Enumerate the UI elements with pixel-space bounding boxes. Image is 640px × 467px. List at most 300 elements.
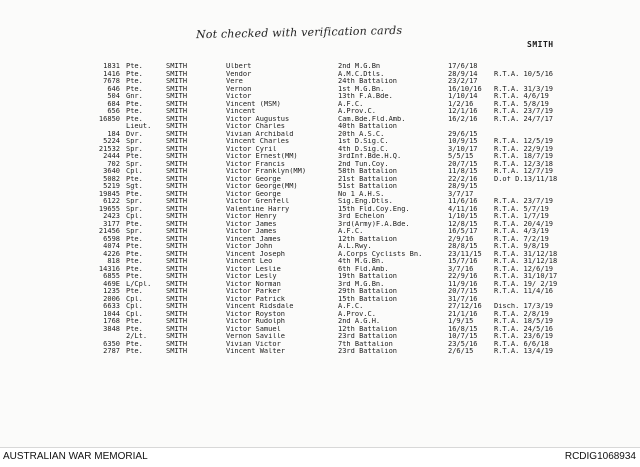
surname-cell: SMITH bbox=[166, 198, 188, 205]
given-names-cell: Victor Rudolph bbox=[226, 318, 286, 325]
enlistment-date-cell: 23/5/16 bbox=[448, 340, 478, 348]
return-status-cell bbox=[494, 123, 564, 131]
rank-cell: Spr. bbox=[126, 138, 143, 145]
table-row bbox=[74, 288, 564, 296]
table-row bbox=[74, 78, 564, 86]
nominal-roll-table bbox=[74, 63, 564, 356]
rank-cell: 2/Lt. bbox=[126, 333, 148, 340]
rank-cell: Spr. bbox=[126, 228, 143, 235]
service-number-cell: 184 bbox=[107, 130, 120, 138]
surname-cell: SMITH bbox=[166, 250, 188, 258]
unit-cell: 23rd Battalion bbox=[338, 333, 398, 340]
given-names-cell: Victor Grenfell bbox=[226, 198, 290, 205]
rank-cell: Cpl. bbox=[126, 303, 143, 310]
enlistment-date-cell: 12/1/16 bbox=[448, 108, 478, 115]
unit-cell: 19th Battalion bbox=[338, 273, 398, 280]
given-names-cell: Ulbert bbox=[226, 63, 252, 70]
rank-cell: Gnr. bbox=[126, 93, 143, 100]
service-number-cell: 6855 bbox=[103, 273, 120, 280]
service-number-cell: 646 bbox=[107, 85, 120, 93]
enlistment-date-cell: 4/11/16 bbox=[448, 205, 478, 213]
rank-cell: Dvr. bbox=[126, 130, 143, 138]
service-number-cell: 4074 bbox=[103, 243, 120, 250]
unit-cell: 4th M.G.Bn. bbox=[338, 258, 385, 265]
handwritten-note: Not checked with verification cards bbox=[195, 23, 403, 42]
table-row bbox=[74, 296, 564, 304]
surname-cell: SMITH bbox=[166, 295, 188, 303]
rank-cell: Pte. bbox=[126, 318, 143, 325]
return-status-cell bbox=[494, 183, 564, 191]
return-status-cell: R.T.A. 13/4/19 bbox=[494, 348, 554, 355]
return-status-cell: R.T.A. 5/7/19 bbox=[494, 205, 549, 213]
surname-cell: SMITH bbox=[166, 78, 188, 85]
rank-cell: Pte. bbox=[126, 115, 143, 123]
rank-cell: Pte. bbox=[126, 220, 143, 228]
unit-cell: 23rd Battalion bbox=[338, 348, 398, 355]
surname-cell: SMITH bbox=[166, 235, 188, 243]
surname-cell: SMITH bbox=[166, 70, 188, 78]
enlistment-date-cell: 15/7/16 bbox=[448, 258, 478, 265]
enlistment-date-cell: 11/9/16 bbox=[448, 280, 478, 288]
given-names-cell: Victor bbox=[226, 93, 252, 100]
given-names-cell: Vincent Walter bbox=[226, 348, 286, 355]
return-status-cell: R.T.A. 23/7/19 bbox=[494, 108, 554, 115]
enlistment-date-cell: 3/7/17 bbox=[448, 190, 474, 198]
rank-cell: Pte. bbox=[126, 85, 143, 93]
service-number-cell: 2787 bbox=[103, 348, 120, 355]
surname-cell: SMITH bbox=[166, 85, 188, 93]
service-number-cell: 3848 bbox=[103, 325, 120, 333]
service-number-cell: 6122 bbox=[103, 198, 120, 205]
table-row bbox=[74, 146, 564, 154]
surname-cell: SMITH bbox=[166, 108, 188, 115]
rank-cell: Pte. bbox=[126, 70, 143, 78]
surname-cell: SMITH bbox=[166, 288, 188, 295]
service-number-cell bbox=[74, 333, 126, 341]
table-row bbox=[74, 176, 564, 184]
surname-cell: SMITH bbox=[166, 228, 188, 235]
enlistment-date-cell: 11/6/16 bbox=[448, 198, 478, 205]
return-status-cell: R.T.A. 20/4/19 bbox=[494, 220, 554, 228]
enlistment-date-cell bbox=[448, 123, 494, 131]
return-status-cell: R.T.A. 2/8/19 bbox=[494, 310, 549, 318]
given-names-cell: Victor George bbox=[226, 190, 281, 198]
service-number-cell: 21532 bbox=[98, 145, 120, 153]
given-names-cell: Victor Cyril bbox=[226, 145, 277, 153]
enlistment-date-cell: 12/8/15 bbox=[448, 220, 478, 228]
surname-heading: SMITH bbox=[527, 40, 554, 49]
return-status-cell: R.T.A. 19/ 2/19 bbox=[494, 280, 558, 288]
return-status-cell: R.T.A. 10/5/16 bbox=[494, 70, 554, 78]
surname-cell: SMITH bbox=[166, 183, 188, 190]
rank-cell: Pte. bbox=[126, 153, 143, 160]
enlistment-date-cell: 28/9/14 bbox=[448, 70, 478, 78]
return-status-cell: R.T.A. 31/10/17 bbox=[494, 273, 558, 280]
given-names-cell: Victor Franklyn(MM) bbox=[226, 168, 307, 175]
table-row bbox=[74, 273, 564, 281]
enlistment-date-cell: 28/8/15 bbox=[448, 243, 478, 250]
rank-cell: Pte. bbox=[126, 288, 143, 295]
surname-cell: SMITH bbox=[166, 280, 188, 288]
table-row bbox=[74, 258, 564, 266]
enlistment-date-cell: 16/10/16 bbox=[448, 85, 482, 93]
surname-cell: SMITH bbox=[166, 273, 188, 280]
return-status-cell: R.T.A. 9/8/19 bbox=[494, 243, 549, 250]
given-names-cell: Victor Parker bbox=[226, 288, 281, 295]
service-number-cell: 14316 bbox=[98, 265, 120, 273]
unit-cell: 51st Battalion bbox=[338, 183, 398, 190]
given-names-cell: Vincent Ridsdale bbox=[226, 303, 294, 310]
enlistment-date-cell: 20/7/15 bbox=[448, 160, 478, 168]
rank-cell: Cpl. bbox=[126, 168, 143, 175]
rank-cell: Pte. bbox=[126, 100, 143, 108]
rank-cell: Pte. bbox=[126, 258, 143, 265]
return-status-cell: R.T.A. 5/8/19 bbox=[494, 100, 549, 108]
given-names-cell: Vivian Victor bbox=[226, 340, 281, 348]
return-status-cell: R.T.A. 6/6/18 bbox=[494, 340, 549, 348]
service-number-cell: 3177 bbox=[103, 220, 120, 228]
service-number-cell: 7678 bbox=[103, 78, 120, 85]
given-names-cell: Victor Samuel bbox=[226, 325, 281, 333]
return-status-cell: R.T.A. 31/12/18 bbox=[494, 250, 558, 258]
unit-cell: 20th A.S.C. bbox=[338, 130, 385, 138]
unit-cell: Sig.Eng.Dtls. bbox=[338, 198, 393, 205]
table-row bbox=[74, 221, 564, 229]
surname-cell: SMITH bbox=[166, 175, 188, 183]
surname-cell: SMITH bbox=[166, 310, 188, 318]
rank-cell: Spr. bbox=[126, 160, 143, 168]
enlistment-date-cell: 22/2/16 bbox=[448, 175, 478, 183]
given-names-cell: Vincent bbox=[226, 108, 256, 115]
rank-cell: Spr. bbox=[126, 198, 143, 205]
unit-cell: 12th Battalion bbox=[338, 235, 398, 243]
given-names-cell: Victor George bbox=[226, 175, 281, 183]
enlistment-date-cell: 10/7/15 bbox=[448, 333, 478, 340]
return-status-cell bbox=[494, 78, 564, 86]
table-row bbox=[74, 318, 564, 326]
given-names-cell: Valentine Harry bbox=[226, 205, 290, 213]
given-names-cell: Victor Lesly bbox=[226, 273, 277, 280]
unit-cell: 1st D.Sig.C. bbox=[338, 138, 389, 145]
enlistment-date-cell: 1/10/14 bbox=[448, 93, 478, 100]
enlistment-date-cell: 21/1/16 bbox=[448, 310, 478, 318]
return-status-cell: R.T.A. 22/9/19 bbox=[494, 145, 554, 153]
service-number-cell: 656 bbox=[107, 108, 120, 115]
rank-cell: Pte. bbox=[126, 325, 143, 333]
rank-cell: Pte. bbox=[126, 190, 143, 198]
table-row bbox=[74, 206, 564, 214]
surname-cell: SMITH bbox=[166, 160, 188, 168]
enlistment-date-cell: 10/9/15 bbox=[448, 138, 478, 145]
service-number-cell: 19845 bbox=[98, 190, 120, 198]
return-status-cell: R.T.A. 12/7/19 bbox=[494, 168, 554, 175]
service-number-cell: 16850 bbox=[98, 115, 120, 123]
return-status-cell: R.T.A. 12/6/19 bbox=[494, 265, 554, 273]
given-names-cell: Vendor bbox=[226, 70, 252, 78]
service-number-cell: 4226 bbox=[103, 250, 120, 258]
given-names-cell: Victor Charles bbox=[226, 123, 286, 130]
unit-cell: A.Prov.C. bbox=[338, 310, 376, 318]
surname-cell: SMITH bbox=[166, 115, 188, 123]
table-row bbox=[74, 138, 564, 146]
rank-cell: Pte. bbox=[126, 265, 143, 273]
unit-cell: 3rd Echelon bbox=[338, 213, 385, 220]
enlistment-date-cell: 3/7/16 bbox=[448, 265, 474, 273]
return-status-cell: D.of D.13/11/18 bbox=[494, 175, 558, 183]
return-status-cell: R.T.A. 11/4/16 bbox=[494, 288, 554, 295]
given-names-cell: Victor Ernest(MM) bbox=[226, 153, 298, 160]
table-row bbox=[74, 266, 564, 274]
unit-cell: No 1 A.H.S. bbox=[338, 190, 385, 198]
surname-cell: SMITH bbox=[166, 325, 188, 333]
unit-cell: Cam.Bde.Fld.Amb. bbox=[338, 115, 406, 123]
surname-cell: SMITH bbox=[166, 93, 188, 100]
service-number-cell: 2444 bbox=[103, 153, 120, 160]
unit-cell: A.F.C. bbox=[338, 303, 364, 310]
enlistment-date-cell: 3/10/17 bbox=[448, 145, 478, 153]
given-names-cell: Victor John bbox=[226, 243, 273, 250]
surname-cell: SMITH bbox=[166, 258, 188, 265]
unit-cell: 15th Battalion bbox=[338, 295, 398, 303]
given-names-cell: Vernon Saville bbox=[226, 333, 286, 340]
service-number-cell: 21456 bbox=[98, 228, 120, 235]
rank-cell: Pte. bbox=[126, 340, 143, 348]
return-status-cell: R.T.A. 23/7/19 bbox=[494, 198, 554, 205]
surname-cell: SMITH bbox=[166, 123, 188, 130]
return-status-cell: R.T.A. 31/12/18 bbox=[494, 258, 558, 265]
service-number-cell: 1831 bbox=[103, 63, 120, 70]
enlistment-date-cell: 2/9/16 bbox=[448, 235, 474, 243]
table-row bbox=[74, 213, 564, 221]
table-row bbox=[74, 348, 564, 356]
enlistment-date-cell: 5/5/15 bbox=[448, 153, 474, 160]
unit-cell: 15th Fld.Coy.Eng. bbox=[338, 205, 410, 213]
given-names-cell: Vincent (MSM) bbox=[226, 100, 281, 108]
rank-cell: Spr. bbox=[126, 205, 143, 213]
return-status-cell: R.T.A. 24/7/17 bbox=[494, 115, 554, 123]
service-number-cell: 1044 bbox=[103, 310, 120, 318]
return-status-cell: Disch. 17/3/19 bbox=[494, 303, 554, 310]
service-number-cell: 818 bbox=[107, 258, 120, 265]
surname-cell: SMITH bbox=[166, 145, 188, 153]
enlistment-date-cell: 16/2/16 bbox=[448, 115, 478, 123]
unit-cell: A.L.Rwy. bbox=[338, 243, 372, 250]
surname-cell: SMITH bbox=[166, 130, 188, 138]
given-names-cell: Victor James bbox=[226, 220, 277, 228]
rank-cell: Spr. bbox=[126, 145, 143, 153]
service-number-cell: 3640 bbox=[103, 168, 120, 175]
given-names-cell: Victor George(MM) bbox=[226, 183, 298, 190]
enlistment-date-cell: 17/6/18 bbox=[448, 63, 478, 70]
rank-cell: Pte. bbox=[126, 175, 143, 183]
unit-cell: 3rd(Army)F.A.Bde. bbox=[338, 220, 410, 228]
enlistment-date-cell: 29/6/15 bbox=[448, 130, 478, 138]
unit-cell: 2nd M.G.Bn bbox=[338, 63, 381, 70]
service-number-cell: 5082 bbox=[103, 175, 120, 183]
table-row bbox=[74, 168, 564, 176]
table-row bbox=[74, 123, 564, 131]
unit-cell: 40th Battalion bbox=[338, 123, 398, 130]
unit-cell: 2nd A.G.H. bbox=[338, 318, 381, 325]
service-number-cell: 19655 bbox=[98, 205, 120, 213]
rank-cell: L/Cpl. bbox=[126, 280, 152, 288]
return-status-cell: R.T.A. 18/5/19 bbox=[494, 318, 554, 325]
return-status-cell bbox=[494, 296, 564, 304]
table-row bbox=[74, 93, 564, 101]
return-status-cell: R.T.A. 31/3/19 bbox=[494, 85, 554, 93]
return-status-cell bbox=[494, 131, 564, 139]
rank-cell: Pte. bbox=[126, 250, 143, 258]
service-number-cell: 1235 bbox=[103, 288, 120, 295]
table-row bbox=[74, 236, 564, 244]
unit-cell: 2nd Tun.Coy. bbox=[338, 160, 389, 168]
unit-cell: 24th Battalion bbox=[338, 78, 398, 85]
surname-cell: SMITH bbox=[166, 318, 188, 325]
return-status-cell bbox=[494, 191, 564, 199]
service-number-cell: 6350 bbox=[103, 340, 120, 348]
given-names-cell: Vincent James bbox=[226, 235, 281, 243]
enlistment-date-cell: 20/7/15 bbox=[448, 288, 478, 295]
table-row bbox=[74, 108, 564, 116]
service-number-cell: 2423 bbox=[103, 213, 120, 220]
rank-cell: Cpl. bbox=[126, 295, 143, 303]
return-status-cell: R.T.A. 12/3/18 bbox=[494, 160, 554, 168]
enlistment-date-cell: 16/8/15 bbox=[448, 325, 478, 333]
roll-body bbox=[74, 63, 564, 356]
table-row bbox=[74, 191, 564, 199]
surname-cell: SMITH bbox=[166, 205, 188, 213]
rank-cell: Cpl. bbox=[126, 213, 143, 220]
table-row bbox=[74, 333, 564, 341]
table-row bbox=[74, 341, 564, 349]
enlistment-date-cell: 31/7/16 bbox=[448, 295, 478, 303]
table-row bbox=[74, 71, 564, 79]
return-status-cell bbox=[494, 63, 564, 71]
unit-cell: 29th Battalion bbox=[338, 288, 398, 295]
given-names-cell: Victor Norman bbox=[226, 280, 281, 288]
rank-cell: Pte. bbox=[126, 348, 143, 355]
unit-cell: 3rd M.G.Bn. bbox=[338, 280, 385, 288]
enlistment-date-cell: 16/5/17 bbox=[448, 228, 478, 235]
surname-cell: SMITH bbox=[166, 138, 188, 145]
unit-cell: 3rdInf.Bde.H.Q. bbox=[338, 153, 402, 160]
unit-cell: A.F.C. bbox=[338, 100, 364, 108]
unit-cell: 58th Battalion bbox=[338, 168, 398, 175]
given-names-cell: Vivian Archibald bbox=[226, 130, 294, 138]
table-row bbox=[74, 311, 564, 319]
rank-cell: Sgt. bbox=[126, 183, 143, 190]
surname-cell: SMITH bbox=[166, 63, 188, 70]
return-status-cell: R.T.A. 18/7/19 bbox=[494, 153, 554, 160]
service-number-cell bbox=[74, 123, 126, 131]
surname-cell: SMITH bbox=[166, 333, 188, 340]
table-row bbox=[74, 281, 564, 289]
surname-cell: SMITH bbox=[166, 168, 188, 175]
rank-cell: Pte. bbox=[126, 235, 143, 243]
unit-cell: A.Corps Cyclists Bn. bbox=[338, 250, 423, 258]
given-names-cell: Victor Leslie bbox=[226, 265, 281, 273]
return-status-cell: R.T.A. 4/6/19 bbox=[494, 93, 549, 100]
table-row bbox=[74, 228, 564, 236]
enlistment-date-cell: 1/9/15 bbox=[448, 318, 474, 325]
service-number-cell: 1416 bbox=[103, 70, 120, 78]
service-number-cell: 702 bbox=[107, 160, 120, 168]
enlistment-date-cell: 28/9/15 bbox=[448, 183, 478, 190]
given-names-cell: Victor Patrick bbox=[226, 295, 286, 303]
rank-cell: Pte. bbox=[126, 108, 143, 115]
table-row bbox=[74, 161, 564, 169]
table-row bbox=[74, 63, 564, 71]
service-number-cell: 684 bbox=[107, 100, 120, 108]
unit-cell: 21st Battalion bbox=[338, 175, 398, 183]
table-row bbox=[74, 198, 564, 206]
table-row bbox=[74, 326, 564, 334]
rank-cell: Pte. bbox=[126, 243, 143, 250]
rank-cell: Pte. bbox=[126, 273, 143, 280]
unit-cell: 12th Battalion bbox=[338, 325, 398, 333]
enlistment-date-cell: 27/12/16 bbox=[448, 303, 482, 310]
surname-cell: SMITH bbox=[166, 340, 188, 348]
enlistment-date-cell: 23/2/17 bbox=[448, 78, 478, 85]
enlistment-date-cell: 1/10/15 bbox=[448, 213, 478, 220]
surname-cell: SMITH bbox=[166, 220, 188, 228]
given-names-cell: Victor Francis bbox=[226, 160, 286, 168]
return-status-cell: R.T.A. 7/2/19 bbox=[494, 235, 549, 243]
given-names-cell: Vincent Joseph bbox=[226, 250, 286, 258]
unit-cell: A.F.C. bbox=[338, 228, 364, 235]
service-number-cell: 2006 bbox=[103, 295, 120, 303]
surname-cell: SMITH bbox=[166, 303, 188, 310]
table-row bbox=[74, 303, 564, 311]
return-status-cell: R.T.A. 1/7/19 bbox=[494, 213, 549, 220]
return-status-cell: R.T.A. 24/5/16 bbox=[494, 325, 554, 333]
surname-cell: SMITH bbox=[166, 100, 188, 108]
return-status-cell: R.T.A. 4/3/19 bbox=[494, 228, 549, 235]
unit-cell: 7th Battalion bbox=[338, 340, 393, 348]
table-row bbox=[74, 153, 564, 161]
rank-cell: Pte. bbox=[126, 78, 143, 85]
footer-reference: RCDIG1068934 bbox=[564, 451, 636, 462]
table-row bbox=[74, 131, 564, 139]
enlistment-date-cell: 1/2/16 bbox=[448, 100, 474, 108]
table-row bbox=[74, 183, 564, 191]
footer-source: AUSTRALIAN WAR MEMORIAL bbox=[3, 451, 148, 462]
service-number-cell: 504 bbox=[107, 93, 120, 100]
given-names-cell: Victor James bbox=[226, 228, 277, 235]
unit-cell: A.M.C.Dtls. bbox=[338, 70, 385, 78]
service-number-cell: 6598 bbox=[103, 235, 120, 243]
service-number-cell: 5224 bbox=[103, 138, 120, 145]
unit-cell: 13th F.A.Bde. bbox=[338, 93, 393, 100]
surname-cell: SMITH bbox=[166, 213, 188, 220]
enlistment-date-cell: 23/11/15 bbox=[448, 250, 482, 258]
unit-cell: 1st M.G.Bn. bbox=[338, 85, 385, 93]
return-status-cell: R.T.A. 12/5/19 bbox=[494, 138, 554, 145]
surname-cell: SMITH bbox=[166, 348, 188, 355]
service-number-cell: 5219 bbox=[103, 183, 120, 190]
service-number-cell: 469E bbox=[103, 280, 120, 288]
service-number-cell: 1768 bbox=[103, 318, 120, 325]
unit-cell: 4th D.Sig.C. bbox=[338, 145, 389, 153]
rank-cell: Cpl. bbox=[126, 310, 143, 318]
surname-cell: SMITH bbox=[166, 190, 188, 198]
given-names-cell: Vere bbox=[226, 78, 243, 85]
return-status-cell: R.T.A. 23/6/19 bbox=[494, 333, 554, 340]
given-names-cell: Victor Augustus bbox=[226, 115, 290, 123]
unit-cell: A.Prov.C. bbox=[338, 108, 376, 115]
surname-cell: SMITH bbox=[166, 243, 188, 250]
table-row bbox=[74, 243, 564, 251]
